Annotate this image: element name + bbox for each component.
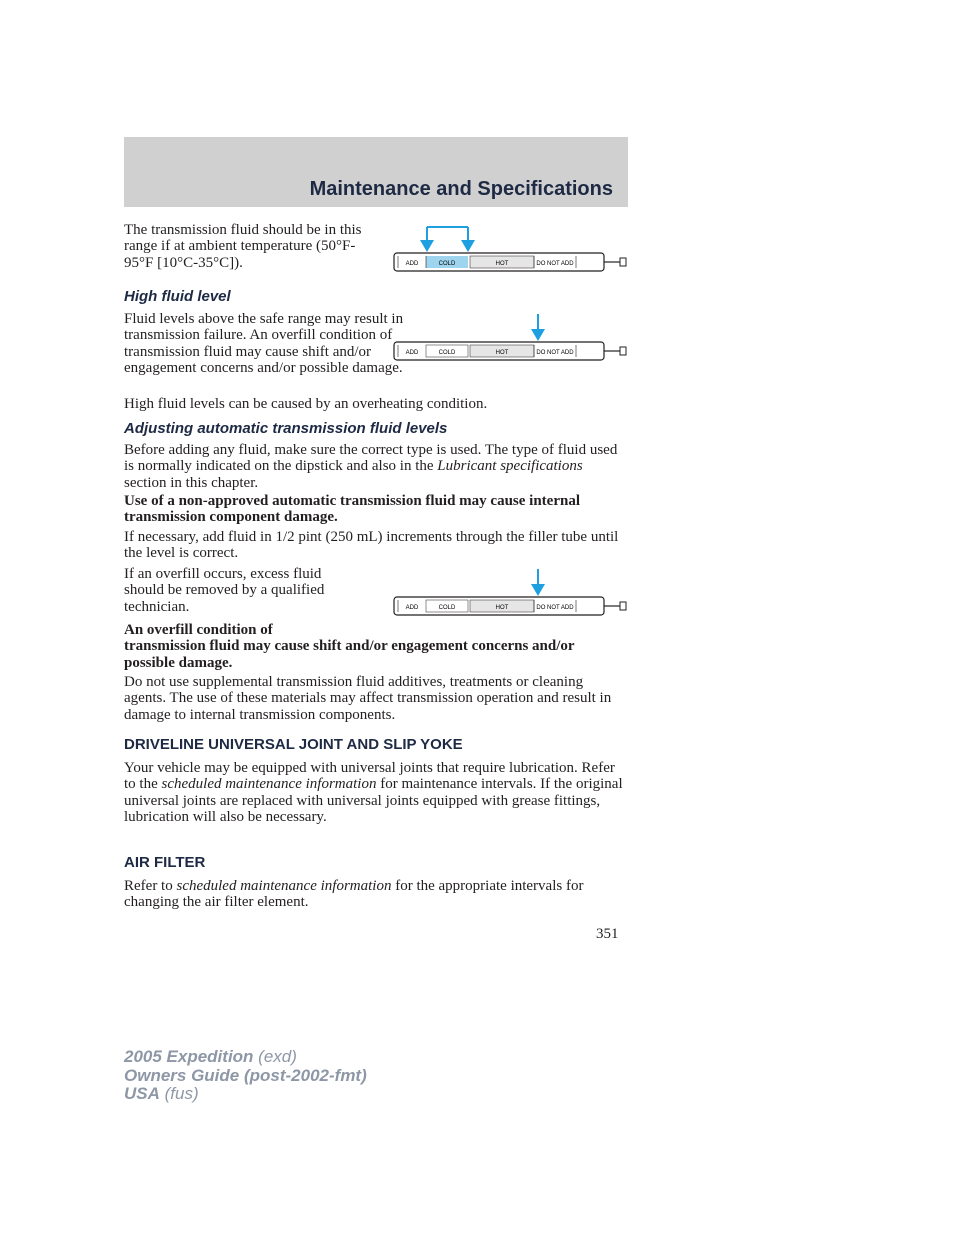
air-filter-paragraph: Refer to scheduled maintenance information for the appropriate intervals for changing the air filter element. [124, 878, 584, 911]
document-footer: 2005 Expedition (exd) Owners Guide (post-2002-fmt) USA (fus) [124, 1047, 367, 1103]
dipstick-cold-label: COLD [438, 350, 456, 356]
high-fluid-heading: High fluid level [124, 288, 231, 305]
additives-paragraph: Do not use supplemental transmission fluid additives, treatments or cleaning agents. The use of these materials may affect transmission operation and result in damage to internal transmission components. [124, 674, 612, 723]
dipstick-do-not-add-label: DO NOT ADD [536, 261, 574, 267]
dipstick-do-not-add-label: DO NOT ADD [536, 605, 574, 611]
high-fluid-paragraph: Fluid levels above the safe range may result in transmission failure. An overfill condition of transmission fluid may cause shift and/or engagement concerns and/or possible damage. [124, 311, 404, 376]
air-filter-heading: AIR FILTER [124, 854, 206, 871]
non-approved-fluid-warning: Use of a non-approved automatic transmission fluid may cause internal transmission component damage. [124, 493, 580, 526]
overfill-warning: An overfill condition of transmission fluid may cause shift and/or engagement concerns and/or possible damage. [124, 622, 575, 671]
overheating-paragraph: High fluid levels can be caused by an overheating condition. [124, 396, 488, 412]
scheduled-maintenance-reference: scheduled maintenance information [176, 878, 392, 894]
dipstick-add-label: ADD [405, 261, 419, 267]
dipstick-add-label: ADD [405, 605, 419, 611]
dipstick-overfill-diagram [384, 569, 630, 629]
fluid-type-paragraph: Before adding any fluid, make sure the correct type is used. The type of fluid used is normally indicated on the dipstick and also in the Lubricant specifications section in this chapter. [124, 442, 618, 491]
dipstick-hot-label: HOT [495, 261, 509, 267]
lubricant-specifications-reference: Lubricant specifications [437, 458, 583, 475]
overfill-paragraph: If an overfill occurs, excess fluid should be removed by a qualified technician. [124, 566, 325, 615]
section-title: Maintenance and Specifications [309, 178, 613, 200]
add-fluid-paragraph: If necessary, add fluid in 1/2 pint (250 mL) increments through the filler tube until the level is correct. [124, 529, 619, 562]
dipstick-do-not-add-label: DO NOT ADD [536, 350, 574, 356]
dipstick-hot-label: HOT [495, 350, 509, 356]
dipstick-normal-range-diagram [384, 225, 630, 285]
intro-paragraph: The transmission fluid should be in this range if at ambient temperature (50°F-95°F [10°C-35°C]). [124, 222, 362, 271]
level-arrow [531, 584, 545, 596]
range-arrows [420, 227, 475, 252]
level-arrow [531, 329, 545, 341]
page-number: 351 [596, 926, 619, 942]
dipstick-cold-label: COLD [438, 605, 456, 611]
adjusting-heading: Adjusting automatic transmission fluid levels [124, 420, 448, 437]
scheduled-maintenance-reference: scheduled maintenance information [161, 776, 377, 793]
driveline-heading: DRIVELINE UNIVERSAL JOINT AND SLIP YOKE [124, 736, 463, 753]
dipstick-cold-label: COLD [438, 261, 456, 267]
header-band [124, 137, 628, 207]
dipstick-add-label: ADD [405, 350, 419, 356]
dipstick-high-level-diagram [384, 314, 630, 374]
driveline-paragraph: Your vehicle may be equipped with universal joints that require lubrication. Refer to the scheduled maintenance information for maintenance intervals. If the original universal joints are replaced with universal joints equipped with grease fittings, lubrication will also be necessary. [124, 760, 623, 825]
dipstick-hot-label: HOT [495, 605, 509, 611]
